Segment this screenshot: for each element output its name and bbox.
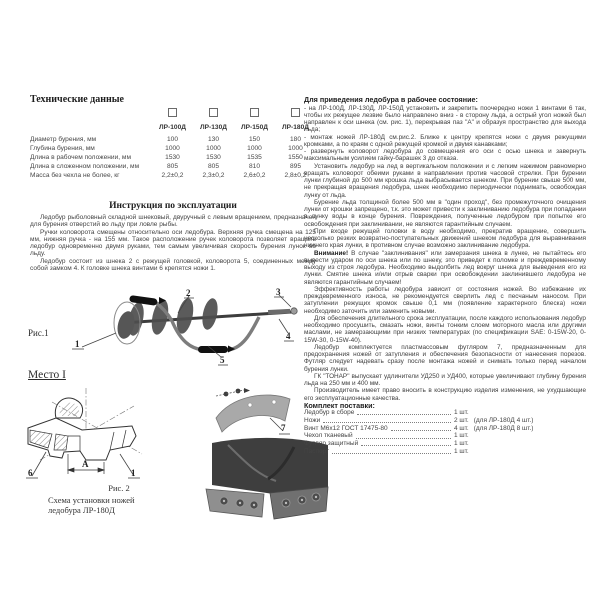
table-cell: 2,6±0,2 <box>243 172 266 179</box>
callout-label: 1 <box>75 339 80 349</box>
mesto-label: Место I <box>28 369 66 381</box>
row-label: Длина в рабочем положении, мм <box>30 154 131 161</box>
screws-icon <box>216 388 250 396</box>
table-cell: 1000 <box>206 145 221 152</box>
operation-column <box>304 96 586 456</box>
kit-item-name: Паспорт <box>304 447 330 455</box>
table-row <box>30 144 316 153</box>
setup-heading: Для приведения ледобура в рабочее состояние: <box>304 95 478 104</box>
kit-item-name: Ледобур в сборе <box>304 409 355 416</box>
kit-item-name: Винт М6х12 ГОСТ 17475-80 <box>304 424 388 432</box>
table-cell: 1530 <box>206 154 221 161</box>
kit-item-qty: 4 шт. <box>454 424 469 432</box>
table-cell: 1000 <box>288 145 303 152</box>
tech-data-title: Технические данные <box>30 94 124 105</box>
kit-item <box>304 417 586 425</box>
callout-label: 3 <box>276 287 281 297</box>
paragraph: Производитель имеет право вносить в конструкцию изделия изменения, не ухудшающие его эксплуатационные качества. <box>304 387 586 402</box>
row-label: Диаметр бурения, мм <box>30 136 97 143</box>
dotted-leader <box>356 438 451 439</box>
kit-item-qty: 1 шт. <box>454 440 469 448</box>
checkbox-icon <box>291 108 300 117</box>
table-cell: 2,2±0,2 <box>161 172 184 179</box>
paragraph: Ледобур состоит из шнека 2 с режущей головкой, коловорота 5, соединенных между собой замком 4. К головке шнека винтами 6 крепятся ножи 1. <box>30 257 316 273</box>
checkbox-icon <box>209 108 218 117</box>
dimension-label: А <box>82 459 89 469</box>
lower-grip <box>198 346 228 353</box>
kit-item <box>304 448 586 456</box>
paragraph: Эффективность работы ледобура зависит от состояния ножей. Во избежание их преждевременного износа, не рекомендуется сверлить лед с песчаным наносом. При затуплении режущих кромок свыше 0,1 мм (появление характерного блеска) ножи необходимо заточить или заменить новыми. <box>304 285 586 315</box>
callout-label: 2 <box>186 288 191 298</box>
kit-item <box>304 440 586 448</box>
instruction-text <box>30 214 316 272</box>
protective-case-drawing <box>208 386 300 438</box>
fig2-title: Рис. 2 <box>108 483 130 493</box>
table-model-header <box>30 123 316 132</box>
dotted-leader <box>323 422 451 423</box>
checkbox-icon <box>250 108 259 117</box>
auger-figure-drawing <box>58 283 310 369</box>
table-cell: 2,3±0,2 <box>202 172 225 179</box>
kit-item-note: (для ЛР-180Д 4 шт.) <box>473 416 534 424</box>
tech-data-table <box>30 108 316 180</box>
attention-label: Внимание! <box>314 249 349 257</box>
table-cell: 2,8±0,2 <box>284 172 307 179</box>
kit-item-note: (для ЛР-180Д 8 шт.) <box>473 424 534 432</box>
row-label: Масса без чехла не более, кг <box>30 172 120 179</box>
table-cell: 810 <box>248 163 260 170</box>
fig2-caption <box>48 483 190 516</box>
setup-bullet: - на ЛР-100Д, ЛР-130Д, ЛР-150Д установить и закрепить поочередно ножи 1 винтами 6 так, чтобы их режущее лезвие было направлено вниз - в сторону льда, а острый угол ножей был направлен к оси шнека (см. рис. 1), перекрывая паз "А" и образуя пространство для выхода льда; <box>304 104 586 134</box>
kit-item-qty: 1 шт. <box>454 447 469 455</box>
paragraph: ГК "ТОНАР" выпускает удлинители УД250 и УД400, которые увеличивают глубину бурения льда на 250 мм и 400 мм. <box>304 372 586 387</box>
table-cell: 130 <box>207 136 219 143</box>
kit-item-qty: 1 шт. <box>454 409 469 416</box>
callout-label: 6 <box>28 468 33 478</box>
paragraph: Ручки коловорота смещены относительно оси ледобура. Верхняя ручка смещена на 125 мм, нижняя ручка - на 155 мм. Такое расположение ручек коловорота позволяет вращать ледобур одновременно двумя руками, тем самым увеличивая скорость бурения лунок во льду. <box>30 228 316 258</box>
table-cell: 150 <box>248 136 260 143</box>
table-row <box>30 162 316 171</box>
dotted-leader <box>332 453 451 454</box>
kit-item-name: Ножи <box>304 416 321 424</box>
knife-section-drawing <box>22 388 160 488</box>
kit-item <box>304 409 586 417</box>
table-cell: 100 <box>166 136 178 143</box>
model-name: ЛР-180Д <box>282 124 309 131</box>
dotted-leader <box>357 414 451 415</box>
setup-bullet: - монтаж ножей ЛР-180Д см.рис.2. Ближе к центру крепятся ножи с двумя режущими кромками, а по краям с одной режущей кромкой и двумя канавками; <box>304 133 586 148</box>
fig2-caption-line: ледобура ЛР-180Д <box>48 505 115 515</box>
row-label: Длина в сложенном положении, мм <box>30 163 140 170</box>
row-label: Глубина бурения, мм <box>30 145 95 152</box>
table-cell: 1000 <box>247 145 262 152</box>
table-cell: 895 <box>289 163 301 170</box>
table-row <box>30 171 316 180</box>
kit-item-qty: 2 шт. <box>454 416 469 424</box>
kit-list <box>304 409 586 456</box>
paragraph: Установить ледобур на лед в вертикальном положении и с легким нажимом равномерно вращать коловорот обеими руками в направлении против часовой стрелки. При бурении лунки глубиной до 500 мм крошка льда выбрасывается шнеком. При бурении свыше 500 мм, не прекращая вращения ледобура, шнек необходимо периодически поднимать, освобождая лунку от льда. <box>304 162 586 199</box>
paragraph: При входе режущей головки в воду необходимо, прекратив вращение, совершить несколько резких возвратно-поступательных движений шнеком ледобура для выравнивания нижнего края лунки, в противном случае возможно заклинивание ледобура. <box>304 227 586 250</box>
kit-title: Комплект поставки: <box>304 400 375 410</box>
model-name: ЛР-150Д <box>241 124 268 131</box>
table-cell: 805 <box>207 163 219 170</box>
attention-text: В случае "заклинивания" или замерзания шнека в лунке, не пытайтесь его вывести ударом по оси шнека или по шнеку, это приведет к поломке и преждевременному выходу из строя ледобура. Необходимо выдолбить лед вокруг шнека для выведения его из лунки. Смятие шнека и/или отрыв сварки при освобождении заклинившего ледобура не являются гарантийным случаем! <box>304 249 586 286</box>
kit-item-qty: 1 шт. <box>454 432 469 440</box>
checkbox-icon <box>168 108 177 117</box>
fig1-label: Рис.1 <box>28 328 49 338</box>
model-name: ЛР-130Д <box>200 124 227 131</box>
wing-nut <box>291 308 297 314</box>
model-name: ЛР-100Д <box>159 124 186 131</box>
paragraph: Для обеспечения длительного срока эксплуатации, после каждого использования ледобур необходимо просушить, смазать ножи, винты тонким слоем моторного масла или другими маслами, не замерзающими при низких температурах (по спецификации SAE: 0-15W-20, 0-15W-30, 0-15W-40). <box>304 314 586 344</box>
callout-label: 1 <box>131 468 136 478</box>
table-row <box>30 153 316 162</box>
table-cell: 1530 <box>165 154 180 161</box>
setup-bullet: - развернуть коловорот ледобура до совмещения его оси с осью шнека и завернуть максимальным усилием гайку-барашек 3 до отказа. <box>304 148 586 163</box>
paragraph: Ледобур комплектуется пластмассовым футляром 7, предназначенным для предохранения ножей от затупления и обеспечения безопасности от нанесения порезов. Футляр следует надевать сразу после монтажа ножей и снимать только перед началом бурения лунки. <box>304 343 586 373</box>
grip-arrow-icon <box>228 346 235 353</box>
kit-item-name: Футляр защитный <box>304 440 359 448</box>
table-cell: 805 <box>166 163 178 170</box>
attention-paragraph <box>304 250 586 286</box>
dotted-leader <box>361 445 451 446</box>
table-cell: 1535 <box>247 154 262 161</box>
paragraph: Бурение льда толщиной более 500 мм в "один проход", без промежуточного очищения лунки от крошки запрещено, т.к. это может привести к заклиниванию ледобура при попадании в лунку воды в конце бурения. Повреждения, полученные ледобуром при попытке его освобождения при заклинивании, не являются гарантийным случаем. <box>304 198 586 228</box>
kit-item-name: Чехол тканевый <box>304 432 353 440</box>
callout-label: 7 <box>281 423 286 433</box>
table-cell: 1000 <box>165 145 180 152</box>
table-cell: 180 <box>289 136 301 143</box>
table-cell: 1550 <box>288 154 303 161</box>
callout-label: 4 <box>286 331 291 341</box>
callout-label: 5 <box>220 355 225 365</box>
instruction-title: Инструкция по эксплуатации <box>109 201 237 211</box>
paragraph: Ледобур рыболовный складной шнековый, двуручный с левым вращением, предназначен для бурения отверстий во льду при ловле рыбы. <box>30 214 316 229</box>
fig2-caption-line: Схема установки ножей <box>48 494 135 505</box>
table-row <box>30 135 316 144</box>
dotted-leader <box>391 430 451 431</box>
table-checkbox-row <box>30 108 316 120</box>
